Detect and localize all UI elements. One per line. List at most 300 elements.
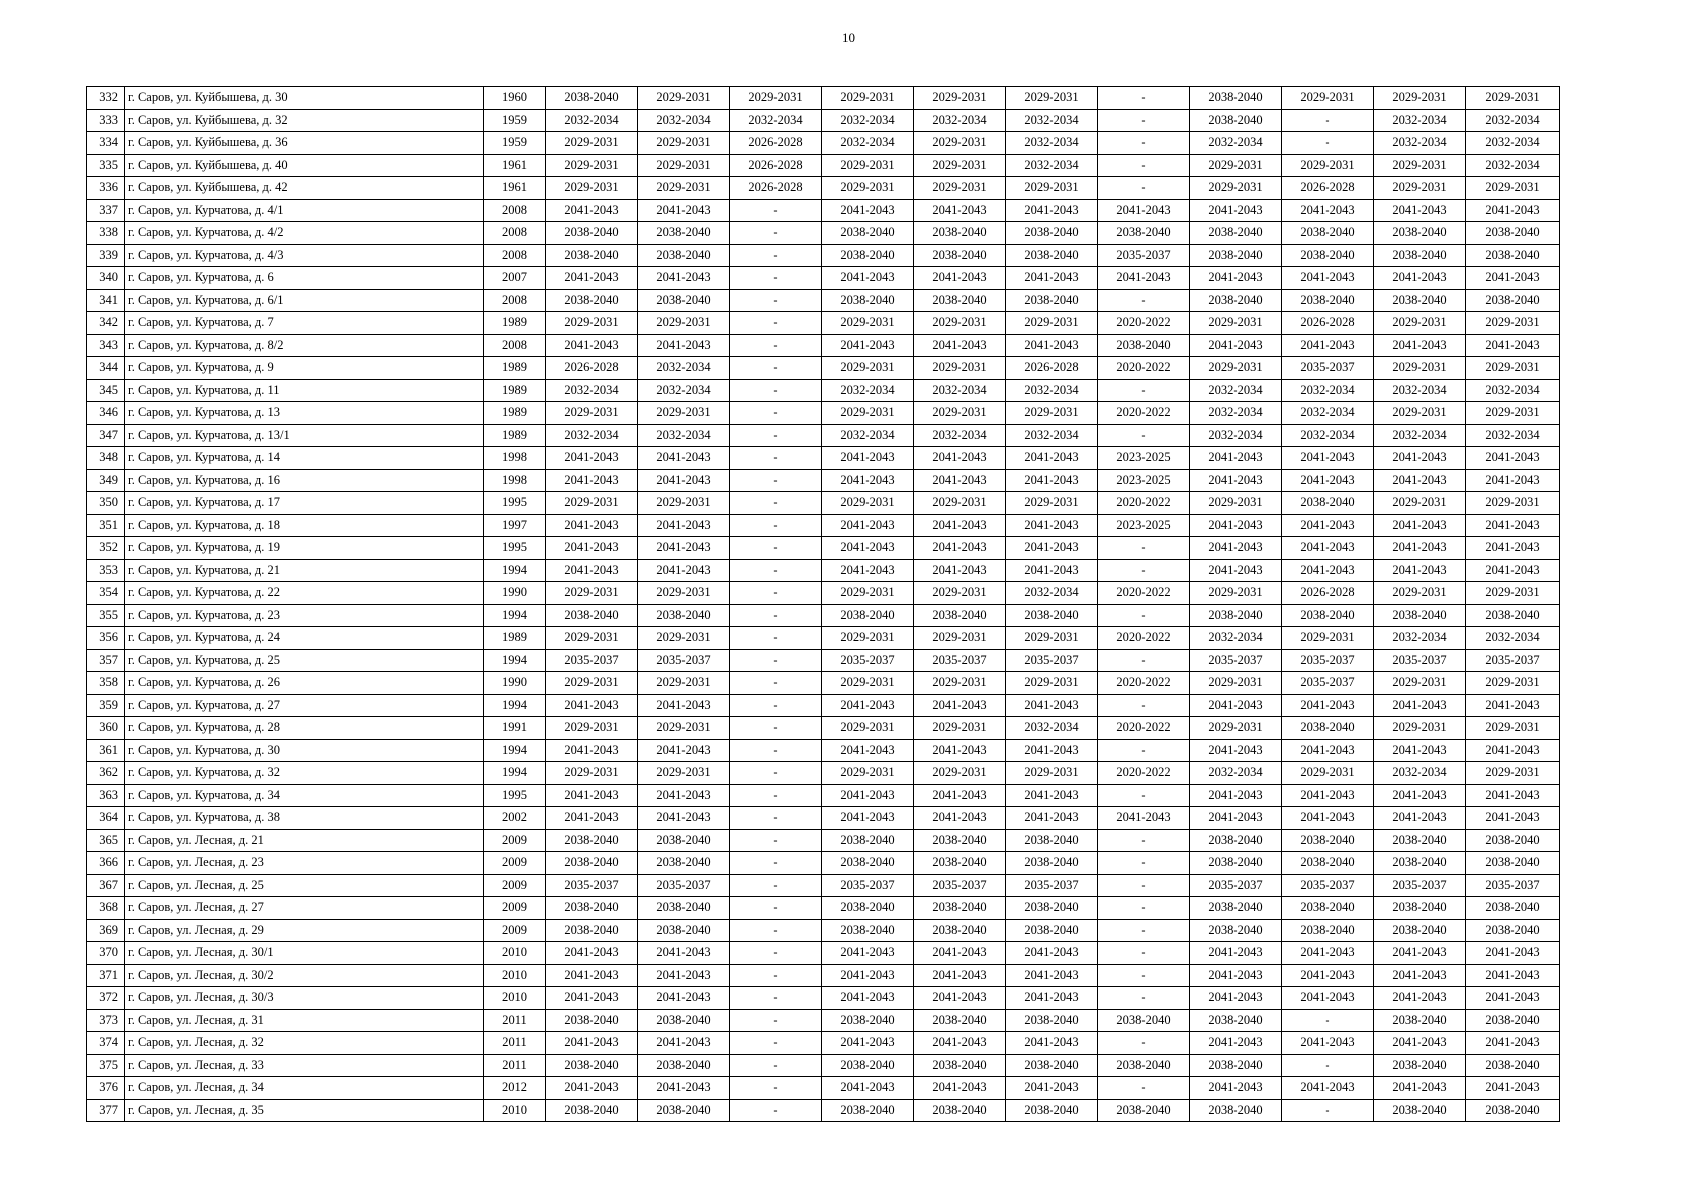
period-cell: 2038-2040	[822, 852, 914, 875]
address-cell: г. Саров, ул. Лесная, д. 30/2	[125, 964, 484, 987]
period-cell: 2029-2031	[1374, 492, 1466, 515]
period-cell: 2029-2031	[1374, 402, 1466, 425]
row-number-cell: 341	[87, 289, 125, 312]
address-cell: г. Саров, ул. Лесная, д. 31	[125, 1009, 484, 1032]
period-cell: 2029-2031	[1374, 582, 1466, 605]
period-cell: 2020-2022	[1098, 762, 1190, 785]
period-cell: 2032-2034	[1190, 379, 1282, 402]
period-cell: 2041-2043	[822, 267, 914, 290]
row-number-cell: 356	[87, 627, 125, 650]
period-cell: 2029-2031	[638, 762, 730, 785]
period-cell: 2029-2031	[1282, 627, 1374, 650]
period-cell: 2032-2034	[1282, 424, 1374, 447]
address-cell: г. Саров, ул. Курчатова, д. 8/2	[125, 334, 484, 357]
period-cell: 2023-2025	[1098, 514, 1190, 537]
row-number-cell: 367	[87, 874, 125, 897]
address-cell: г. Саров, ул. Курчатова, д. 7	[125, 312, 484, 335]
period-cell: 2041-2043	[546, 964, 638, 987]
period-cell: 2029-2031	[1466, 672, 1560, 695]
period-cell: -	[1098, 154, 1190, 177]
period-cell: 2041-2043	[1282, 334, 1374, 357]
period-cell: 2029-2031	[638, 627, 730, 650]
period-cell: 2041-2043	[1006, 537, 1098, 560]
period-cell: 2041-2043	[822, 514, 914, 537]
period-cell: 2032-2034	[1006, 424, 1098, 447]
period-cell: 2041-2043	[1466, 199, 1560, 222]
address-cell: г. Саров, ул. Курчатова, д. 19	[125, 537, 484, 560]
period-cell: 2035-2037	[914, 649, 1006, 672]
period-cell: 2041-2043	[638, 987, 730, 1010]
period-cell: -	[730, 469, 822, 492]
period-cell: 2032-2034	[1190, 627, 1282, 650]
table-row	[87, 717, 1560, 740]
row-number-cell: 339	[87, 244, 125, 267]
period-cell: 2035-2037	[1006, 874, 1098, 897]
period-cell: 2038-2040	[638, 829, 730, 852]
period-cell: 2041-2043	[546, 1032, 638, 1055]
period-cell: 2035-2037	[1466, 874, 1560, 897]
period-cell: 2041-2043	[1374, 784, 1466, 807]
table-row	[87, 1099, 1560, 1122]
period-cell: 2041-2043	[1466, 694, 1560, 717]
period-cell: 2032-2034	[1006, 582, 1098, 605]
period-cell: 2038-2040	[546, 897, 638, 920]
period-cell: 2032-2034	[546, 109, 638, 132]
period-cell: 2041-2043	[1466, 469, 1560, 492]
row-number-cell: 370	[87, 942, 125, 965]
period-cell: 2032-2034	[1190, 424, 1282, 447]
address-cell: г. Саров, ул. Курчатова, д. 6	[125, 267, 484, 290]
period-cell: 2029-2031	[1374, 87, 1466, 110]
period-cell: 2038-2040	[1190, 852, 1282, 875]
period-cell: 2029-2031	[822, 627, 914, 650]
period-cell: 2041-2043	[638, 469, 730, 492]
period-cell: 2041-2043	[1374, 694, 1466, 717]
period-cell: 2041-2043	[1190, 942, 1282, 965]
period-cell: 2038-2040	[1374, 852, 1466, 875]
period-cell: 2041-2043	[638, 514, 730, 537]
period-cell: -	[730, 897, 822, 920]
table-row	[87, 559, 1560, 582]
period-cell: 2041-2043	[1190, 559, 1282, 582]
period-cell: 2029-2031	[730, 87, 822, 110]
period-cell: 2026-2028	[1282, 582, 1374, 605]
period-cell: 2041-2043	[1466, 807, 1560, 830]
table-row	[87, 447, 1560, 470]
address-cell: г. Саров, ул. Курчатова, д. 21	[125, 559, 484, 582]
year-cell: 2009	[484, 897, 546, 920]
period-cell: 2041-2043	[1374, 1077, 1466, 1100]
period-cell: 2041-2043	[822, 447, 914, 470]
table-row	[87, 694, 1560, 717]
period-cell: 2038-2040	[822, 1009, 914, 1032]
period-cell: 2038-2040	[1190, 829, 1282, 852]
period-cell: 2038-2040	[1374, 829, 1466, 852]
row-number-cell: 337	[87, 199, 125, 222]
period-cell: 2020-2022	[1098, 627, 1190, 650]
period-cell: 2041-2043	[1374, 469, 1466, 492]
period-cell: 2041-2043	[546, 537, 638, 560]
period-cell: 2041-2043	[1282, 694, 1374, 717]
period-cell: -	[730, 739, 822, 762]
row-number-cell: 359	[87, 694, 125, 717]
period-cell: 2041-2043	[914, 559, 1006, 582]
period-cell: 2041-2043	[546, 469, 638, 492]
period-cell: 2029-2031	[914, 762, 1006, 785]
period-cell: 2038-2040	[1006, 222, 1098, 245]
period-cell: 2041-2043	[1466, 447, 1560, 470]
period-cell: 2029-2031	[638, 312, 730, 335]
year-cell: 1994	[484, 694, 546, 717]
address-cell: г. Саров, ул. Куйбышева, д. 42	[125, 177, 484, 200]
address-cell: г. Саров, ул. Курчатова, д. 13	[125, 402, 484, 425]
period-cell: 2029-2031	[638, 582, 730, 605]
period-cell: -	[1098, 1077, 1190, 1100]
period-cell: 2029-2031	[638, 717, 730, 740]
period-cell: 2026-2028	[1282, 177, 1374, 200]
row-number-cell: 360	[87, 717, 125, 740]
year-cell: 1998	[484, 469, 546, 492]
period-cell: 2038-2040	[638, 244, 730, 267]
period-cell: 2041-2043	[638, 807, 730, 830]
period-cell: 2041-2043	[1006, 199, 1098, 222]
year-cell: 2009	[484, 829, 546, 852]
period-cell: 2041-2043	[1006, 739, 1098, 762]
period-cell: 2038-2040	[1006, 289, 1098, 312]
period-cell: -	[1282, 1099, 1374, 1122]
period-cell: -	[730, 514, 822, 537]
table-row	[87, 244, 1560, 267]
year-cell: 1994	[484, 604, 546, 627]
period-cell: 2038-2040	[1466, 604, 1560, 627]
period-cell: 2029-2031	[1374, 177, 1466, 200]
period-cell: 2041-2043	[638, 334, 730, 357]
period-cell: -	[730, 199, 822, 222]
period-cell: 2029-2031	[1006, 402, 1098, 425]
period-cell: 2029-2031	[1190, 492, 1282, 515]
period-cell: 2041-2043	[822, 739, 914, 762]
period-cell: 2029-2031	[638, 87, 730, 110]
period-cell: 2041-2043	[1006, 447, 1098, 470]
period-cell: 2041-2043	[638, 537, 730, 560]
period-cell: 2041-2043	[822, 694, 914, 717]
year-cell: 1990	[484, 672, 546, 695]
table-row	[87, 897, 1560, 920]
period-cell: 2041-2043	[546, 334, 638, 357]
period-cell: 2038-2040	[1374, 222, 1466, 245]
period-cell: -	[730, 357, 822, 380]
address-cell: г. Саров, ул. Курчатова, д. 4/1	[125, 199, 484, 222]
period-cell: 2038-2040	[914, 289, 1006, 312]
period-cell: -	[730, 1054, 822, 1077]
period-cell: 2041-2043	[822, 942, 914, 965]
address-cell: г. Саров, ул. Лесная, д. 32	[125, 1032, 484, 1055]
period-cell: 2029-2031	[1466, 717, 1560, 740]
period-cell: -	[730, 244, 822, 267]
period-cell: 2038-2040	[1006, 1054, 1098, 1077]
period-cell: 2029-2031	[822, 177, 914, 200]
period-cell: 2041-2043	[1282, 199, 1374, 222]
period-cell: 2041-2043	[914, 942, 1006, 965]
period-cell: 2035-2037	[822, 874, 914, 897]
period-cell: 2029-2031	[914, 582, 1006, 605]
address-cell: г. Саров, ул. Курчатова, д. 28	[125, 717, 484, 740]
period-cell: 2029-2031	[1374, 672, 1466, 695]
row-number-cell: 332	[87, 87, 125, 110]
row-number-cell: 357	[87, 649, 125, 672]
period-cell: 2029-2031	[914, 312, 1006, 335]
period-cell: 2041-2043	[1006, 964, 1098, 987]
table-row	[87, 87, 1560, 110]
period-cell: 2032-2034	[546, 424, 638, 447]
period-cell: 2038-2040	[1190, 897, 1282, 920]
period-cell: -	[730, 1009, 822, 1032]
year-cell: 1989	[484, 627, 546, 650]
period-cell: 2041-2043	[1006, 942, 1098, 965]
period-cell: 2041-2043	[1006, 334, 1098, 357]
period-cell: 2038-2040	[1466, 919, 1560, 942]
address-cell: г. Саров, ул. Курчатова, д. 9	[125, 357, 484, 380]
period-cell: 2029-2031	[1190, 154, 1282, 177]
period-cell: -	[730, 492, 822, 515]
period-cell: 2041-2043	[1006, 1032, 1098, 1055]
period-cell: 2041-2043	[914, 784, 1006, 807]
period-cell: 2038-2040	[1374, 244, 1466, 267]
period-cell: 2029-2031	[822, 582, 914, 605]
year-cell: 1995	[484, 537, 546, 560]
period-cell: 2038-2040	[546, 1054, 638, 1077]
period-cell: 2041-2043	[822, 964, 914, 987]
period-cell: 2041-2043	[914, 1077, 1006, 1100]
table-row	[87, 334, 1560, 357]
period-cell: 2041-2043	[1282, 1077, 1374, 1100]
table-body	[87, 87, 1560, 1122]
period-cell: 2041-2043	[546, 559, 638, 582]
year-cell: 1994	[484, 649, 546, 672]
period-cell: 2038-2040	[1374, 897, 1466, 920]
period-cell: 2038-2040	[1282, 289, 1374, 312]
period-cell: 2041-2043	[1466, 334, 1560, 357]
period-cell: -	[730, 942, 822, 965]
period-cell: 2038-2040	[1006, 852, 1098, 875]
period-cell: 2038-2040	[1190, 109, 1282, 132]
period-cell: 2032-2034	[1374, 762, 1466, 785]
row-number-cell: 372	[87, 987, 125, 1010]
year-cell: 2008	[484, 222, 546, 245]
period-cell: 2041-2043	[1374, 987, 1466, 1010]
period-cell: -	[730, 807, 822, 830]
table-row	[87, 627, 1560, 650]
period-cell: 2029-2031	[1190, 582, 1282, 605]
period-cell: 2038-2040	[1098, 334, 1190, 357]
year-cell: 2011	[484, 1032, 546, 1055]
period-cell: 2038-2040	[1282, 244, 1374, 267]
period-cell: -	[1098, 289, 1190, 312]
period-cell: 2041-2043	[822, 807, 914, 830]
period-cell: 2041-2043	[1190, 199, 1282, 222]
period-cell: 2029-2031	[1006, 87, 1098, 110]
period-cell: 2035-2037	[1282, 672, 1374, 695]
table-row	[87, 807, 1560, 830]
period-cell: 2029-2031	[546, 717, 638, 740]
address-cell: г. Саров, ул. Лесная, д. 29	[125, 919, 484, 942]
period-cell: 2041-2043	[1190, 1032, 1282, 1055]
period-cell: 2038-2040	[546, 1009, 638, 1032]
period-cell: -	[1098, 177, 1190, 200]
period-cell: -	[1098, 987, 1190, 1010]
period-cell: 2041-2043	[914, 199, 1006, 222]
period-cell: 2038-2040	[822, 604, 914, 627]
period-cell: 2038-2040	[546, 244, 638, 267]
period-cell: 2038-2040	[1466, 244, 1560, 267]
period-cell: 2038-2040	[1190, 87, 1282, 110]
row-number-cell: 375	[87, 1054, 125, 1077]
period-cell: 2041-2043	[1466, 987, 1560, 1010]
period-cell: 2038-2040	[638, 604, 730, 627]
year-cell: 2011	[484, 1054, 546, 1077]
period-cell: 2038-2040	[1282, 897, 1374, 920]
period-cell: 2041-2043	[638, 964, 730, 987]
period-cell: 2038-2040	[638, 852, 730, 875]
period-cell: 2038-2040	[914, 829, 1006, 852]
period-cell: 2041-2043	[1282, 739, 1374, 762]
period-cell: 2041-2043	[1190, 514, 1282, 537]
address-cell: г. Саров, ул. Лесная, д. 33	[125, 1054, 484, 1077]
address-cell: г. Саров, ул. Курчатова, д. 14	[125, 447, 484, 470]
period-cell: -	[730, 784, 822, 807]
period-cell: 2029-2031	[546, 672, 638, 695]
period-cell: 2029-2031	[546, 492, 638, 515]
period-cell: 2029-2031	[638, 492, 730, 515]
period-cell: 2041-2043	[822, 559, 914, 582]
period-cell: 2029-2031	[546, 312, 638, 335]
period-cell: 2038-2040	[1466, 1099, 1560, 1122]
year-cell: 1994	[484, 762, 546, 785]
period-cell: 2029-2031	[1374, 154, 1466, 177]
period-cell: 2035-2037	[914, 874, 1006, 897]
row-number-cell: 361	[87, 739, 125, 762]
table-row	[87, 762, 1560, 785]
year-cell: 2007	[484, 267, 546, 290]
period-cell: 2029-2031	[1006, 492, 1098, 515]
table-row	[87, 469, 1560, 492]
row-number-cell: 334	[87, 132, 125, 155]
period-cell: 2032-2034	[1374, 109, 1466, 132]
period-cell: -	[1282, 132, 1374, 155]
period-cell: 2038-2040	[1466, 852, 1560, 875]
period-cell: -	[730, 829, 822, 852]
period-cell: 2029-2031	[914, 357, 1006, 380]
year-cell: 2008	[484, 334, 546, 357]
period-cell: 2041-2043	[638, 739, 730, 762]
year-cell: 2009	[484, 852, 546, 875]
period-cell: 2029-2031	[638, 402, 730, 425]
period-cell: -	[1098, 559, 1190, 582]
period-cell: 2020-2022	[1098, 402, 1190, 425]
period-cell: -	[1098, 694, 1190, 717]
period-cell: 2041-2043	[1466, 1032, 1560, 1055]
period-cell: 2032-2034	[638, 379, 730, 402]
table-row	[87, 289, 1560, 312]
period-cell: 2029-2031	[1466, 582, 1560, 605]
period-cell: 2032-2034	[1190, 762, 1282, 785]
period-cell: -	[1282, 1009, 1374, 1032]
period-cell: 2035-2037	[1098, 244, 1190, 267]
period-cell: 2038-2040	[914, 222, 1006, 245]
period-cell: 2032-2034	[1374, 627, 1466, 650]
period-cell: 2041-2043	[1282, 942, 1374, 965]
period-cell: 2032-2034	[1466, 109, 1560, 132]
year-cell: 1997	[484, 514, 546, 537]
period-cell: 2041-2043	[546, 199, 638, 222]
period-cell: 2038-2040	[1098, 222, 1190, 245]
period-cell: 2029-2031	[546, 627, 638, 650]
period-cell: 2032-2034	[1006, 154, 1098, 177]
period-cell: 2041-2043	[914, 964, 1006, 987]
row-number-cell: 351	[87, 514, 125, 537]
period-cell: 2041-2043	[822, 987, 914, 1010]
period-cell: -	[730, 852, 822, 875]
row-number-cell: 354	[87, 582, 125, 605]
year-cell: 2010	[484, 964, 546, 987]
period-cell: 2041-2043	[1374, 334, 1466, 357]
period-cell: 2035-2037	[1374, 649, 1466, 672]
year-cell: 2008	[484, 244, 546, 267]
period-cell: 2041-2043	[1282, 537, 1374, 560]
period-cell: 2032-2034	[1466, 379, 1560, 402]
table-row	[87, 784, 1560, 807]
period-cell: 2038-2040	[1282, 852, 1374, 875]
period-cell: -	[730, 267, 822, 290]
address-cell: г. Саров, ул. Курчатова, д. 25	[125, 649, 484, 672]
table-row	[87, 964, 1560, 987]
period-cell: 2038-2040	[1282, 717, 1374, 740]
period-cell: 2038-2040	[638, 897, 730, 920]
period-cell: 2035-2037	[1282, 649, 1374, 672]
period-cell: 2032-2034	[914, 109, 1006, 132]
period-cell: 2038-2040	[638, 1009, 730, 1032]
year-cell: 1960	[484, 87, 546, 110]
period-cell: 2041-2043	[546, 784, 638, 807]
table-row	[87, 919, 1560, 942]
period-cell: 2041-2043	[1190, 334, 1282, 357]
period-cell: 2038-2040	[1374, 289, 1466, 312]
period-cell: 2041-2043	[914, 694, 1006, 717]
period-cell: 2029-2031	[546, 582, 638, 605]
address-cell: г. Саров, ул. Лесная, д. 35	[125, 1099, 484, 1122]
table-row	[87, 604, 1560, 627]
period-cell: 2041-2043	[1374, 267, 1466, 290]
address-cell: г. Саров, ул. Курчатова, д. 16	[125, 469, 484, 492]
period-cell: -	[730, 874, 822, 897]
period-cell: 2032-2034	[822, 424, 914, 447]
period-cell: 2029-2031	[1466, 312, 1560, 335]
table-row	[87, 739, 1560, 762]
period-cell: -	[730, 582, 822, 605]
period-cell: 2029-2031	[546, 762, 638, 785]
period-cell: 2041-2043	[1006, 559, 1098, 582]
period-cell: 2029-2031	[1374, 717, 1466, 740]
year-cell: 1998	[484, 447, 546, 470]
period-cell: 2038-2040	[638, 1054, 730, 1077]
period-cell: 2032-2034	[638, 357, 730, 380]
address-cell: г. Саров, ул. Лесная, д. 25	[125, 874, 484, 897]
period-cell: 2032-2034	[1466, 627, 1560, 650]
period-cell: -	[730, 1077, 822, 1100]
period-cell: -	[1098, 874, 1190, 897]
period-cell: 2029-2031	[914, 717, 1006, 740]
table-row	[87, 492, 1560, 515]
